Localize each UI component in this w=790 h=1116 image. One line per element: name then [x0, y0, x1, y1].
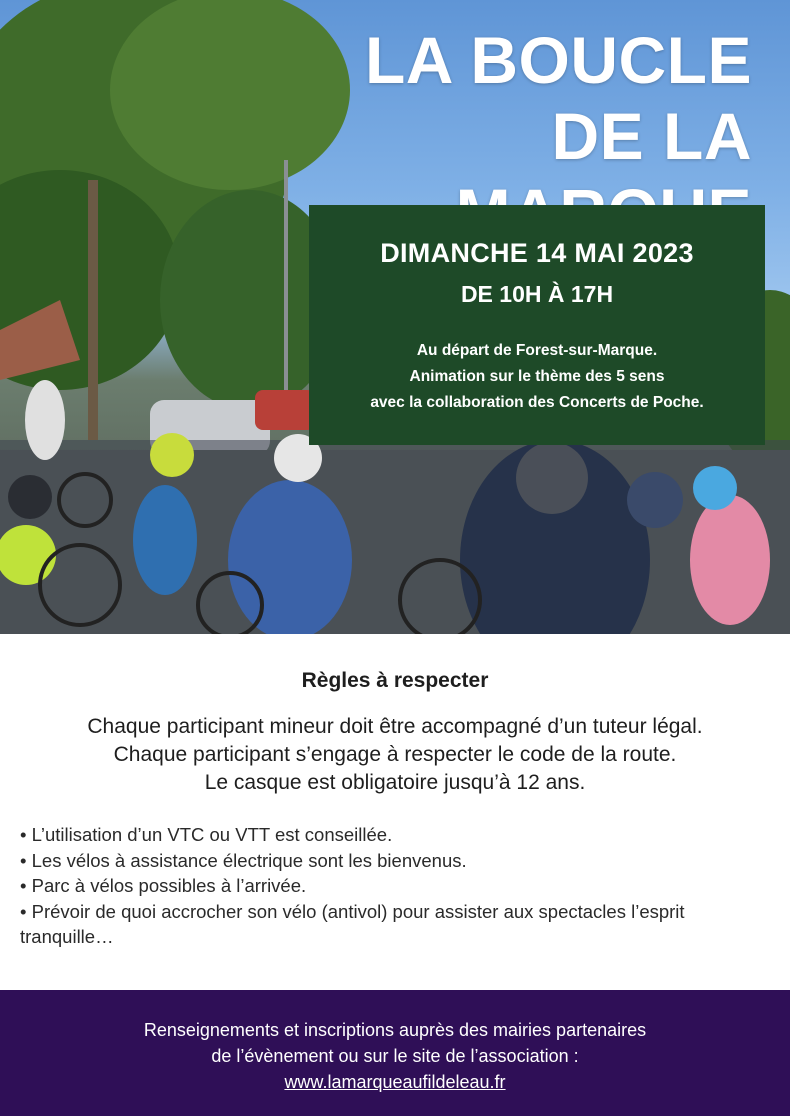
- event-info: [309, 338, 765, 416]
- list-item: • Prévoir de quoi accrocher son vélo (antivol) pour assister aux spectacles l’esprit tranquille…: [20, 900, 685, 947]
- info-line-2: Animation sur le thème des 5 sens: [409, 368, 665, 385]
- title-line-2: DE LA: [551, 99, 752, 173]
- rule-line-2: Chaque participant s’engage à respecter le code de la route.: [113, 743, 677, 766]
- rule-line-1: Chaque participant mineur doit être accompagné d’un tuteur légal.: [87, 715, 703, 738]
- list-item: • Les vélos à assistance électrique sont les bienvenus.: [20, 849, 467, 871]
- event-hours: DE 10H À 17H: [460, 281, 614, 307]
- list-item: • L’utilisation d’un VTC ou VTT est conseillée.: [20, 824, 393, 845]
- event-date: DIMANCHE 14 MAI 2023: [380, 238, 694, 268]
- title-line-1: LA BOUCLE: [364, 23, 752, 97]
- footer-line-1: Renseignements et inscriptions auprès des mairies partenaires: [143, 1020, 647, 1040]
- rules-main: [0, 713, 790, 797]
- footer-text: [0, 1017, 790, 1095]
- footer: [0, 990, 790, 1116]
- rules-title: Règles à respecter: [301, 669, 489, 692]
- list-item: • Parc à vélos possibles à l’arrivée.: [20, 875, 307, 896]
- rules-section: [0, 655, 790, 950]
- info-line-1: Au départ de Forest-sur-Marque.: [416, 342, 658, 359]
- association-website-link[interactable]: www.lamarqueaufildeleau.fr: [284, 1072, 506, 1092]
- recommendations-list: [20, 822, 766, 950]
- info-line-3: avec la collaboration des Concerts de Poche.: [370, 394, 704, 411]
- rule-line-3: Le casque est obligatoire jusqu’à 12 ans.: [204, 771, 586, 794]
- event-details-box: [309, 205, 765, 445]
- footer-line-2: de l’évènement ou sur le site de l’association :: [211, 1046, 579, 1066]
